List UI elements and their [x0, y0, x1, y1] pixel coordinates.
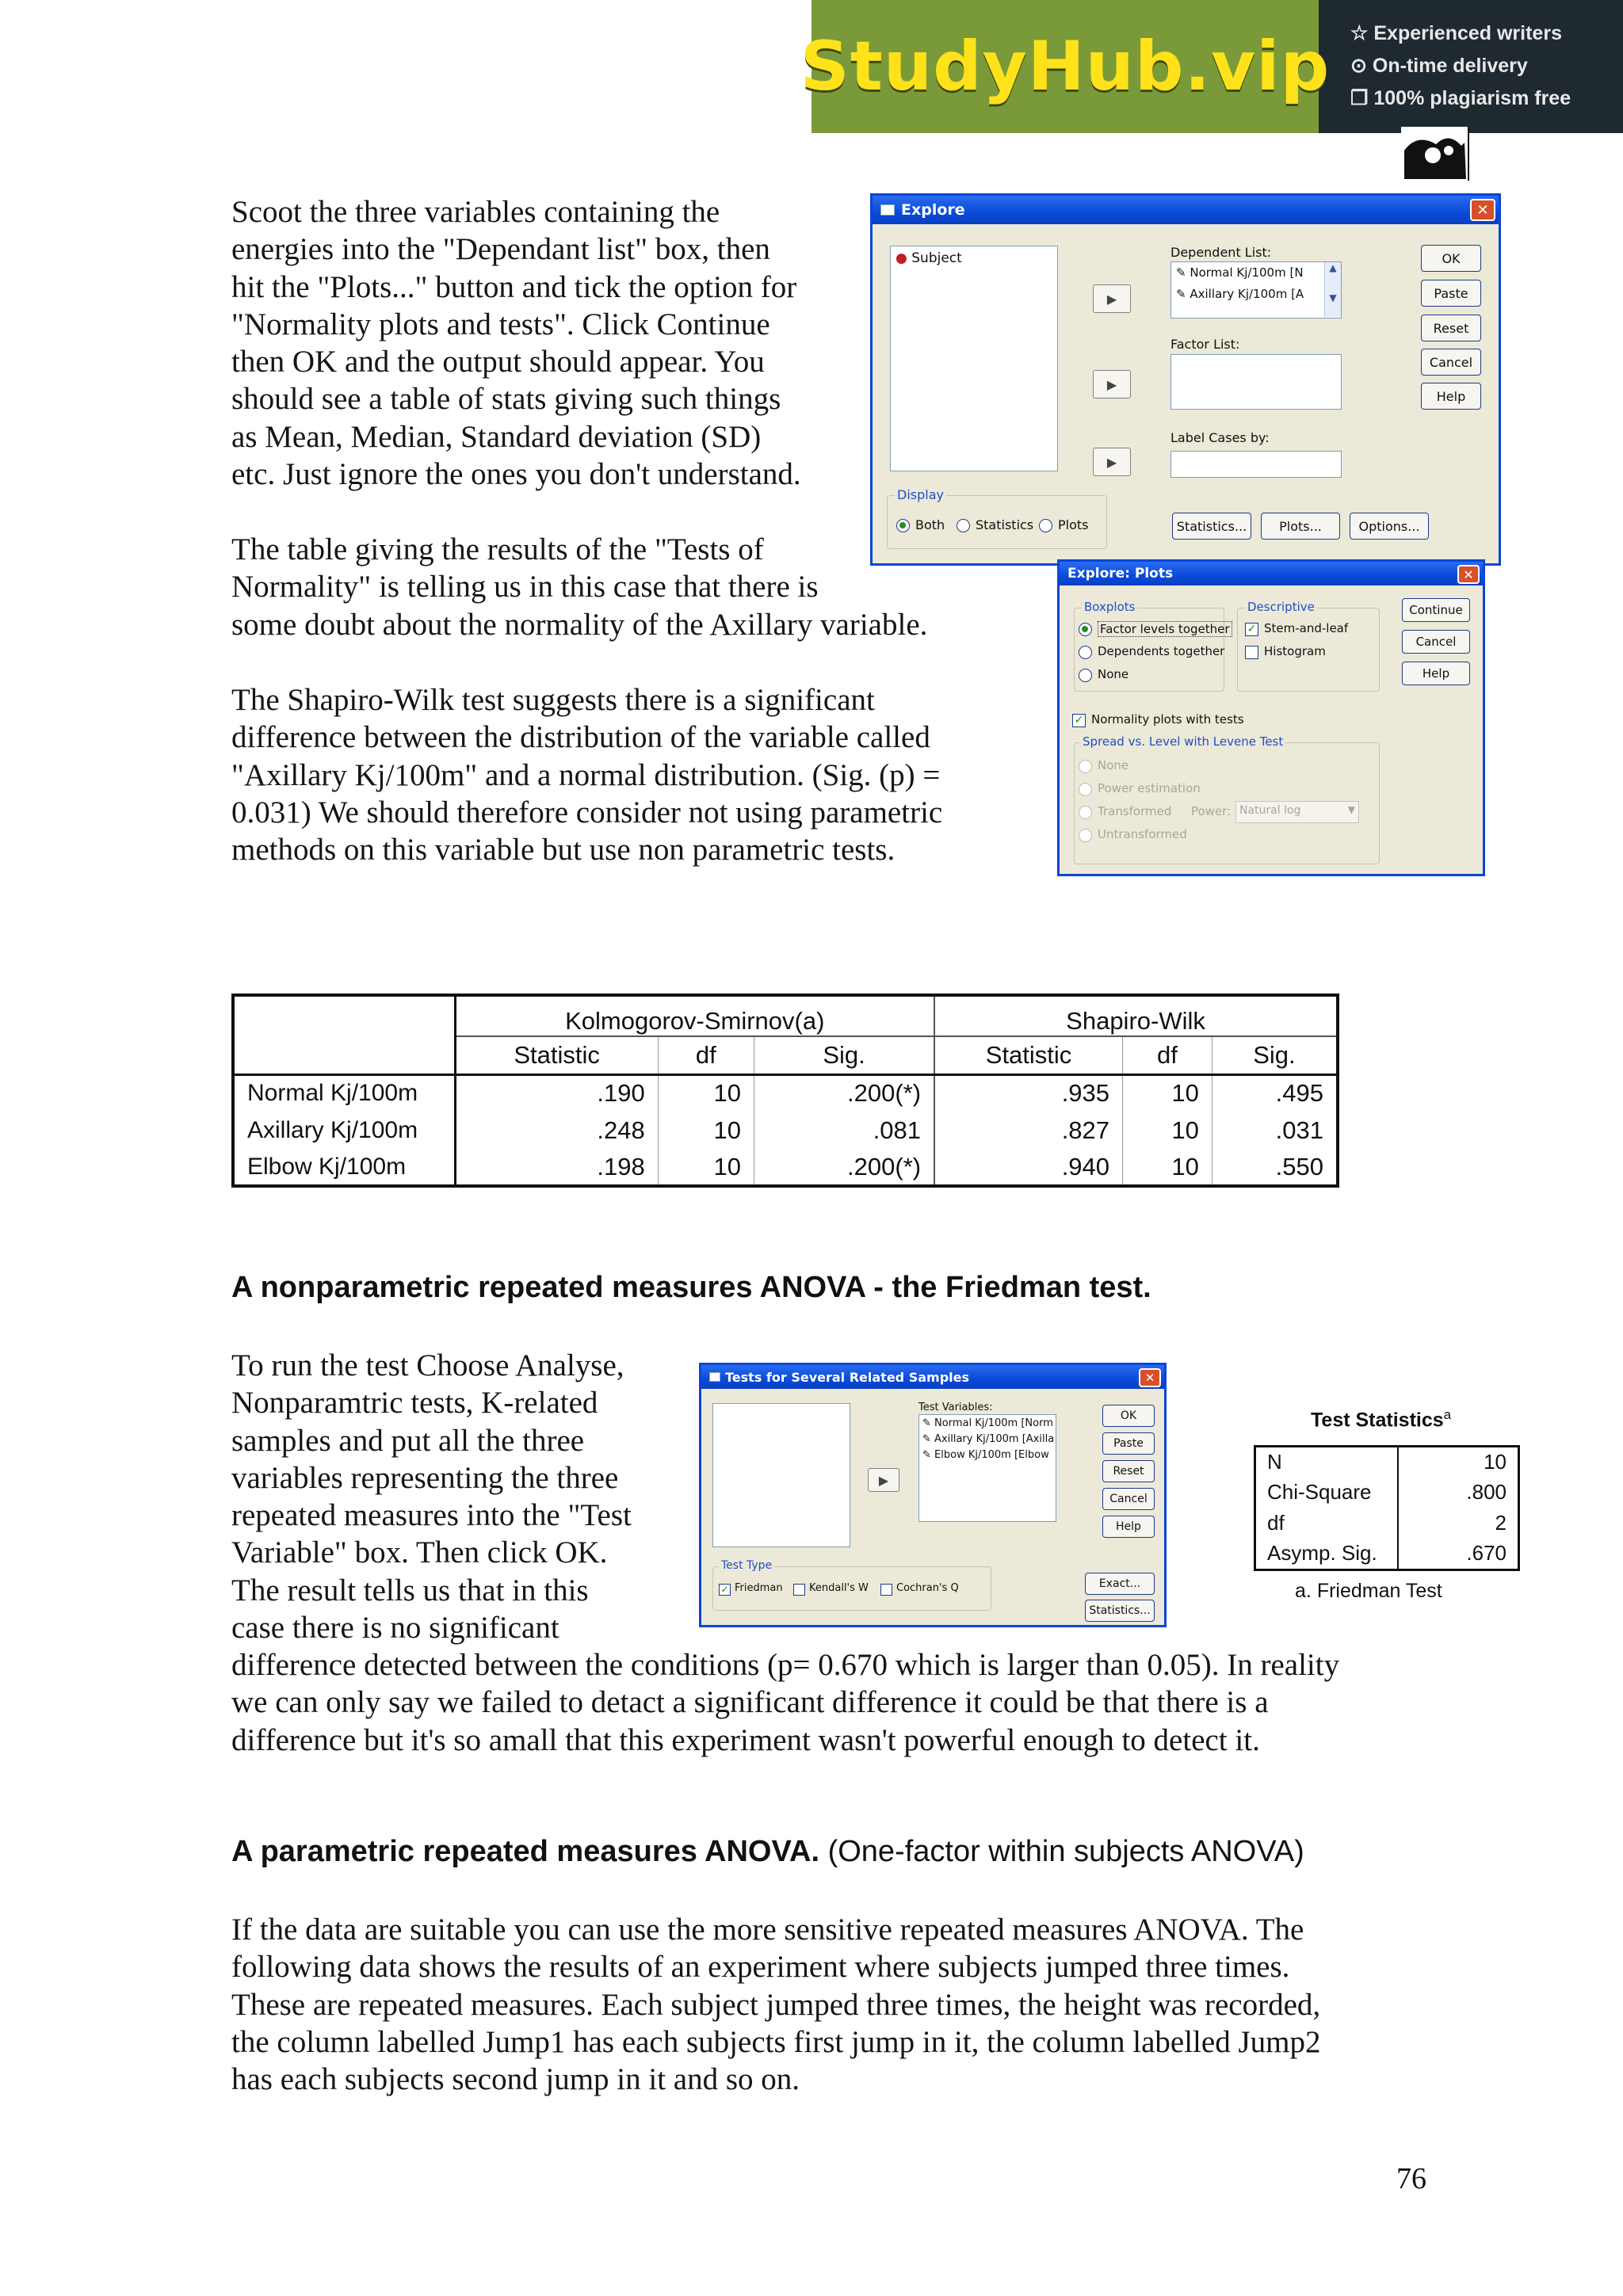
close-icon[interactable]: ✕ — [1457, 565, 1480, 584]
chevron-up-icon[interactable]: ▲ — [1329, 262, 1337, 273]
kendalls-w-label[interactable]: Kendall's W — [809, 1582, 869, 1594]
test-statistics-footnote: a. Friedman Test — [1295, 1580, 1442, 1602]
document-icon: ❐ — [1350, 87, 1374, 109]
table-cell: .935 — [934, 1074, 1123, 1112]
test-variables-label: Test Variables: — [918, 1402, 993, 1413]
table-group-header-row — [233, 995, 1338, 1036]
table-group-header: Kolmogorov-Smirnov(a) — [455, 995, 934, 1036]
histogram-checkbox[interactable] — [1245, 646, 1258, 659]
table-cell: 10 — [658, 1074, 754, 1112]
table-row — [233, 1112, 1338, 1149]
dependents-together-label[interactable]: Dependents together — [1098, 644, 1225, 658]
options-button[interactable]: Options... — [1350, 513, 1429, 540]
boxplot-none-radio[interactable] — [1079, 669, 1092, 682]
table-row-label: Asymp. Sig. — [1255, 1539, 1398, 1570]
table-cell: .827 — [934, 1112, 1123, 1149]
banner-feature-item: ☆ Experienced writers — [1350, 22, 1562, 44]
table-col-header: df — [658, 1036, 754, 1074]
friedman-label[interactable]: Friedman — [735, 1582, 783, 1594]
cancel-button[interactable]: Cancel — [1102, 1488, 1155, 1510]
table-cell: 10 — [1123, 1074, 1212, 1112]
explore-dialog[interactable] — [870, 193, 1501, 566]
statistics-button[interactable]: Statistics... — [1085, 1600, 1155, 1622]
table-cell: 10 — [658, 1112, 754, 1149]
boxplots-group-title: Boxplots — [1082, 600, 1137, 614]
intro-paragraph: Scoot the three variables containing the energies into the "Dependant list" box, then hit the "Plots..." button and tick the option for "Normality plots and tests". Click Continue then OK and the output should appear. You should see a table of stats giving such things as Mean, Median, Standard deviation (SD) etc. Just ignore the ones you don't understand. — [231, 195, 801, 492]
statistics-button[interactable]: Statistics... — [1172, 513, 1251, 540]
studyhub-logo-text: StudyHub.vip — [800, 27, 1331, 106]
parametric-paragraph: If the data are suitable you can use the more sensitive repeated measures ANOVA. The following data shows the results of an experiment where subjects jumped three times. These are repeated measures. Each subject jumped three times, the height was recorded, the column labelled Jump1 has each subjects first jump in it, the column labelled Jump2 has each subjects second jump in it and so on. — [231, 1913, 1321, 2097]
factor-list[interactable] — [1170, 354, 1342, 410]
table-cell: .081 — [754, 1112, 935, 1149]
cochrans-q-checkbox[interactable] — [880, 1584, 892, 1596]
plots-title: Explore: Plots — [1067, 566, 1174, 582]
stem-and-leaf-checkbox[interactable]: ✓ — [1245, 623, 1258, 636]
paste-button[interactable]: Paste — [1102, 1432, 1155, 1455]
shapiro-paragraph: The Shapiro-Wilk test suggests there is a significant difference between the distribution of the variable called "Axillary Kj/100m" and a normal distribution. (Sig. (p) = 0.031) We should therefore consider not using parametric methods on this variable but use non parametric tests. — [231, 683, 943, 868]
friedman-paragraph-left: To run the test Choose Analyse, Nonparamtric tests, K-related samples and put all the three variables representing the three repeated measures into the "Test Variable" box. Then click OK. The result tells us that in this case there is no significant — [231, 1348, 632, 1646]
paste-button[interactable]: Paste — [1421, 280, 1481, 307]
table-cell: 2 — [1495, 1511, 1507, 1535]
source-variable-list[interactable] — [712, 1403, 850, 1547]
chevron-down-icon[interactable]: ▼ — [1347, 804, 1355, 815]
power-estimation-label[interactable]: Power estimation — [1098, 781, 1201, 795]
table-row-label: Elbow Kj/100m — [233, 1149, 455, 1186]
display-group-title: Display — [895, 487, 946, 502]
table-row-label: Axillary Kj/100m — [233, 1112, 455, 1149]
scrollbar[interactable] — [1324, 262, 1341, 317]
banner-feature-item: ⊙ On-time delivery — [1350, 55, 1528, 77]
continue-button[interactable]: Continue — [1402, 598, 1470, 622]
table-row-label: Normal Kj/100m — [233, 1074, 455, 1112]
dependent-list-label: Dependent List: — [1170, 245, 1272, 260]
move-to-test-button[interactable]: ▶ — [868, 1468, 899, 1492]
table-cell: .248 — [455, 1112, 658, 1149]
power-estimation-radio[interactable] — [1079, 783, 1092, 796]
ok-button[interactable]: OK — [1421, 245, 1481, 272]
move-to-dependent-button[interactable]: ▶ — [1093, 284, 1131, 313]
ruler-icon: ✎ — [922, 1433, 931, 1445]
spread-none-radio[interactable] — [1079, 760, 1092, 773]
untransformed-label[interactable]: Untransformed — [1098, 827, 1187, 841]
table-row-label: N — [1255, 1447, 1398, 1477]
explore-plots-dialog[interactable] — [1057, 559, 1485, 876]
label-cases-label: Label Cases by: — [1170, 430, 1270, 445]
untransformed-radio[interactable] — [1079, 829, 1092, 842]
table-corner-cell — [233, 995, 455, 1074]
table-group-header: Shapiro-Wilk — [1066, 1007, 1205, 1035]
ruler-icon: ✎ — [922, 1417, 931, 1429]
cochrans-q-label[interactable]: Cochran's Q — [896, 1582, 959, 1594]
table-col-header: df — [1123, 1036, 1212, 1074]
window-icon — [709, 1372, 720, 1382]
help-button[interactable]: Help — [1421, 383, 1481, 410]
table-row — [233, 1149, 1338, 1186]
table-row — [1255, 1508, 1519, 1539]
star-icon: ☆ — [1350, 22, 1374, 44]
histogram-label[interactable]: Histogram — [1264, 644, 1326, 658]
clock-icon: ⊙ — [1350, 55, 1373, 77]
help-button[interactable]: Help — [1402, 662, 1470, 685]
table-cell: .198 — [455, 1149, 658, 1186]
table-cell: 10 — [1123, 1112, 1212, 1149]
power-label: Power: — [1191, 804, 1232, 818]
banner-features — [1350, 17, 1571, 115]
factor-levels-radio[interactable] — [1079, 623, 1092, 636]
table-col-header: Sig. — [1212, 1036, 1338, 1074]
dependent-list[interactable] — [1170, 261, 1342, 318]
list-item[interactable]: ✎ Elbow Kj/100m [Elbow — [922, 1449, 1049, 1461]
table-row — [1255, 1477, 1519, 1508]
table-cell: .550 — [1275, 1152, 1323, 1180]
display-statistics-radio[interactable] — [957, 519, 970, 532]
ruler-icon: ✎ — [922, 1449, 931, 1461]
table-col-header: Statistic — [455, 1036, 658, 1074]
factor-list-label: Factor List: — [1170, 337, 1240, 352]
related-titlebar — [701, 1365, 1164, 1389]
transformed-radio[interactable] — [1079, 806, 1092, 819]
table-row-label: Chi-Square — [1255, 1477, 1398, 1508]
normality-plots-checkbox[interactable]: ✓ — [1072, 714, 1086, 727]
table-row — [1255, 1539, 1519, 1570]
reset-button[interactable]: Reset — [1421, 315, 1481, 341]
move-to-factor-button[interactable]: ▶ — [1093, 370, 1131, 399]
cancel-button[interactable]: Cancel — [1421, 349, 1481, 376]
exact-button[interactable]: Exact... — [1085, 1573, 1155, 1595]
related-samples-dialog[interactable] — [699, 1363, 1167, 1627]
list-item[interactable]: ✎ Axillary Kj/100m [Axilla — [922, 1433, 1055, 1445]
spread-none-label[interactable]: None — [1098, 758, 1129, 772]
table-cell: 10 — [1123, 1149, 1212, 1186]
table-cell: .200(*) — [754, 1074, 935, 1112]
table-cell: 10 — [1484, 1449, 1507, 1474]
table-cell: .940 — [934, 1149, 1123, 1186]
list-item[interactable]: ✎ Axillary Kj/100m [A — [1176, 287, 1304, 301]
test-type-group-title: Test Type — [719, 1559, 774, 1572]
table-row — [1255, 1447, 1519, 1477]
table-cell: .495 — [1275, 1079, 1323, 1108]
test-statistics-title: Test Statistics$^a$ — [1311, 1407, 1452, 1432]
list-item[interactable]: ✎ Normal Kj/100m [Norm — [922, 1417, 1053, 1429]
factor-levels-label[interactable]: Factor levels together — [1098, 621, 1232, 637]
spread-group-title: Spread vs. Level with Levene Test — [1080, 734, 1285, 749]
table-cell: .670 — [1466, 1541, 1507, 1566]
help-button[interactable]: Help — [1102, 1516, 1155, 1538]
transformed-label[interactable]: Transformed — [1098, 804, 1172, 818]
ruler-icon: ✎ — [1176, 265, 1186, 280]
list-item[interactable]: ● Subject — [896, 250, 962, 266]
list-item[interactable]: ✎ Normal Kj/100m [N — [1176, 265, 1304, 280]
table-col-header: Sig. — [754, 1036, 935, 1074]
cancel-button[interactable]: Cancel — [1402, 630, 1470, 654]
close-icon[interactable]: ✕ — [1470, 199, 1495, 221]
power-select[interactable] — [1235, 801, 1359, 823]
friedman-paragraph-full: difference detected between the conditions (p= 0.670 which is larger than 0.05). In reality we can only say we failed to detact a significant difference it could be that there is a difference but it's so amall that this experiment wasn't powerful enough to detect it. — [231, 1648, 1340, 1757]
window-icon — [880, 204, 895, 215]
table-cell: .200(*) — [754, 1149, 935, 1186]
banner-feature-item: ❐ 100% plagiarism free — [1350, 87, 1571, 109]
source-variable-list[interactable] — [890, 246, 1058, 471]
test-statistics-table — [1254, 1445, 1520, 1571]
kendalls-w-checkbox[interactable] — [793, 1584, 805, 1596]
display-plots-label[interactable]: Plots — [1058, 517, 1089, 532]
stem-and-leaf-label[interactable]: Stem-and-leaf — [1264, 621, 1349, 635]
explore-titlebar — [873, 196, 1499, 224]
normality-paragraph: The table giving the results of the "Tests of Normality" is telling us in this case that there is some doubt about the normality of the Axillary variable. — [231, 532, 928, 642]
table-cell: .800 — [1466, 1480, 1507, 1504]
decorative-ornament-icon — [1401, 127, 1469, 181]
test-variables-list[interactable] — [918, 1414, 1056, 1522]
ok-button[interactable]: OK — [1102, 1405, 1155, 1427]
display-plots-radio[interactable] — [1039, 519, 1052, 532]
reset-button[interactable]: Reset — [1102, 1460, 1155, 1482]
descriptive-group-title: Descriptive — [1245, 600, 1317, 614]
label-cases-field[interactable] — [1170, 451, 1342, 478]
studyhub-logo — [800, 0, 1331, 133]
page-number: 76 — [1396, 2162, 1426, 2195]
chevron-down-icon[interactable]: ▼ — [1329, 292, 1337, 303]
close-icon[interactable]: ✕ — [1139, 1368, 1161, 1387]
friedman-checkbox[interactable]: ✓ — [719, 1584, 731, 1596]
table-cell: 10 — [658, 1149, 754, 1186]
table-row-label: df — [1255, 1508, 1398, 1539]
studyhub-banner[interactable] — [800, 0, 1623, 133]
normality-plots-label[interactable]: Normality plots with tests — [1091, 712, 1244, 727]
table-row — [233, 1074, 1338, 1112]
display-statistics-label[interactable]: Statistics — [976, 517, 1034, 532]
normality-table — [231, 994, 1339, 1188]
variable-icon: ● — [896, 250, 907, 266]
boxplot-none-label[interactable]: None — [1098, 667, 1129, 681]
display-both-label[interactable]: Both — [915, 517, 945, 532]
power-select-value: Natural log — [1239, 804, 1301, 817]
display-both-radio[interactable] — [896, 519, 910, 532]
friedman-heading: A nonparametric repeated measures ANOVA - the Friedman test. — [231, 1271, 1151, 1304]
explore-title: Explore — [901, 201, 965, 219]
plots-titlebar — [1060, 562, 1483, 585]
table-cell: .190 — [455, 1074, 658, 1112]
related-title: Tests for Several Related Samples — [725, 1369, 969, 1385]
table-cell: .031 — [1275, 1116, 1323, 1144]
move-to-label-button[interactable]: ▶ — [1093, 448, 1131, 476]
parametric-heading: A parametric repeated measures ANOVA. (One-factor within subjects ANOVA) — [231, 1835, 1304, 1868]
dependents-together-radio[interactable] — [1079, 646, 1092, 659]
table-col-header: Statistic — [934, 1036, 1123, 1074]
plots-button[interactable]: Plots... — [1261, 513, 1340, 540]
ruler-icon: ✎ — [1176, 287, 1186, 301]
